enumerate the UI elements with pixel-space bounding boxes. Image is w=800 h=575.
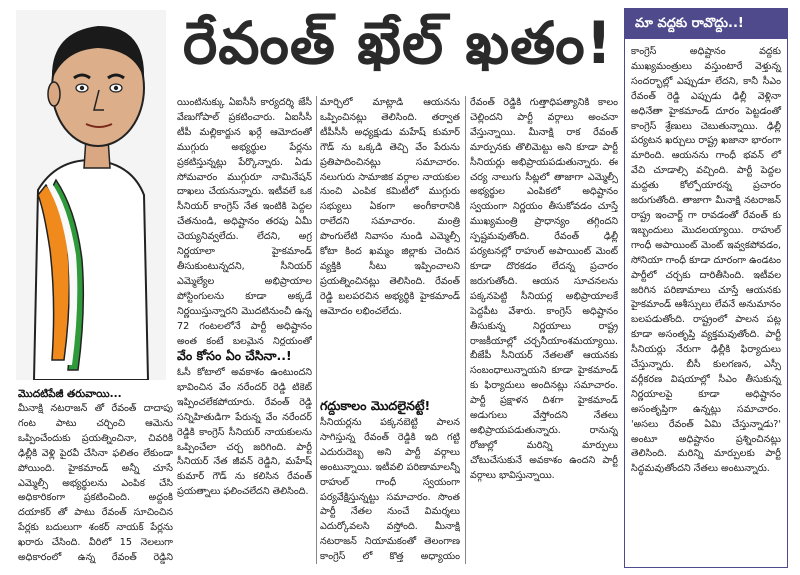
article-paragraph: సీనియర్లను పక్కనబెట్టి పాలన సాగిస్తున్న రేవంత్ రెడ్డికి ఇది గట్టి ఎదురుదెబ్బ అని పార్టీ వర్గాలు అంటున్నాయి. ఇటీవలి పరిణామాలన్నీ రాహుల్ గాంధీ స్వయంగా పర్యవేక్షిస్తున్నట్టు సమాచారం. సొంత పార్టీ నేతల నుంచే విమర్శలు ఎదుర్కోవలసి వస్తోంది. మీనాక్షి నటరాజన్ నియామకంతో తెలంగాణ కాంగ్రెస్ లో కొత్త అధ్యాయం [320,417,460,563]
sidebar-title: మా వద్దకు రావొద్దు..! [625,9,787,39]
subheading-countdown: గద్దుకాలం మొదలైనట్టే! [320,398,431,413]
article-paragraph: మీనాక్షి నటరాజన్ తో రేవంత్ దాదాపు గంట పాటు చర్చించి ఆమెను ఒప్పించేందుకు ప్రయత్నించినా, చివరికి ఢిల్లీకి వెళ్లి పైరవీ చేసినా ఫలితం లేకుండా పోయింది. హైకమాండ్ అన్నీ చూసే ఎమ్మెల్సీ అభ్యర్థులను ఎంపిక చేసి అధికారికంగా ప్రకటించింది. అద్దంకి దయాకర్ తో పాటు రేవంత్ సూచించిన పేర్లకు బదులుగా శంకర్ నాయక్ పేర్లను ఖరారు చేసింది. వీరిలో 15 నెలలుగా అధికారంలో ఉన్న రేవంత్ రెడ్డిని [18,403,173,564]
headline: రేవంత్ ఖేల్ ఖతం! [182,8,614,77]
caption-continued: మొదటిపేజీ తరువాయి... [18,388,122,400]
article-column-1 [177,96,312,564]
article-paragraph: ఓసీ కోటాలో అవకాశం ఉంటుందని భావించిన వేం నరేందర్ రెడ్డి టికెట్ ఇప్పించలేకపోయారు. రేవంత్ రెడ్డి సన్నిహితుడిగా పేరున్న వేం నరేందర్ రెడ్డికి కాంగ్రెస్ సీనియర్ నాయకులను ఒప్పించేలా చర్చ జరిగింది. పార్టీ సీనియర్ నేత జీవన్ రెడ్డిని, మహేష్ కుమార్ గౌడ్ ను కలిసిన రేవంత్ ప్రయత్నాలు ఫలించలేదని తెలిసింది. [177,367,312,498]
caricature-illustration [16,10,166,380]
sidebar-text: కాంగ్రెస్ అధిష్టానం వద్దకు ముఖ్యమంత్రులు వస్తుంటారే వెళ్తున్న సందర్భాల్లో ఎప్పుడూ లేదని, కానీ సీఎం రేవంత్ రెడ్డి ఎప్పుడు ఢిల్లీ వెళ్లినా అధినేతా హైకమాండ్ దూరం పెట్టడంతో కాంగ్రెస్ శ్రేణులు చెబుతున్నాయి. ఢిల్లీ పర్యటన ఖర్చులు రాష్ట్ర ఖజానా భారంగా మారింది. ఆయనను గాంధీ భవన్ లో వేచి చూడాల్సి వచ్చింది. పార్టీ పెద్దల మద్దతు కోల్పోయారన్న ప్రచారం జరుగుతోంది. తాజాగా మీనాక్షి నటరాజన్ రాష్ట్ర ఇంచార్జ్ గా రావడంతో రేవంత్ కు ఇబ్బందులు మొదలయ్యాయి. రాహుల్ గాంధీ అపాయింట్ మెంట్ ఇవ్వకపోవడం, సోనియా గాంధీ కూడా దూరంగా ఉండటం పార్టీలో చర్చకు దారితీసింది. ఇటీవల జరిగిన పరిణామాలు చూస్తే ఆయనకు హైకమాండ్ ఆశీస్సులు లేవనే అనుమానం బలపడుతోంది. రాష్ట్రంలో పాలన పట్ల కూడా అసంతృప్తి వ్యక్తమవుతోంది. పార్టీ సీనియర్లు నేరుగా ఢిల్లీకి ఫిర్యాదులు చేస్తున్నారు. బీసీ కులగణన, ఎస్సీ వర్గీకరణ విషయాల్లో సీఎం తీసుకున్న నిర్ణయాలపై కూడా అధిష్టానం అసంతృప్తిగా ఉన్నట్లు సమాచారం. 'అసలు రేవంత్ ఏమి చేస్తున్నాడు?' అంటూ అధిష్టానం ప్రశ్నించినట్లు తెలిసింది. మరిన్ని మార్పులకు పార్టీ సిద్ధమవుతోందని నేతలు అంటున్నారు. [631,46,781,475]
column-divider [465,96,466,564]
article-paragraph: మార్చిలో మాట్లాడి ఆయనను ఒప్పించినట్లు తెలిసింది. తర్వాత టీపీసీసీ అధ్యక్షుడు మహేష్ కుమార్ గౌడ్ ను ఒక్కడి తెచ్చి వేం పేరును ప్రతిపాదించినట్లు సమాచారం. నలుగురు సామాజిక వర్గాల నాయకుల నుంచి ఎంపిక కమిటీలో ముగ్గురు సభ్యులు ఏకంగా అంగీకారానికి రాలేదని సమాచారం. మంత్రి పొంగులేటి నివాసం నుండి ఎమ్మెల్సీ కోటా కింద ఖమ్మం జిల్లాకు చెందిన వ్యక్తికి సీటు ఇప్పించాలని ప్రయత్నించినట్లు తెలిసింది. రేవంత్ రెడ్డి బలపరచిన అభ్యర్థికి హైకమాండ్ ఆమోదం లభించలేదు. [320,97,460,317]
subheading-vem: వేం కోసం ఏం చేసినా..! [177,348,292,363]
article-column-lower-left [18,386,173,566]
revanth-caricature-graphic [16,10,166,380]
sidebar-box [624,8,788,568]
article-paragraph: యింటినుక్కు ఏఐసీసీ కార్యదర్శి జేసీ వేణుగోపాల్ ప్రకటించారు. ఏఐసీసీ టీపీ మల్లికార్జున ఖర్గే ఆమోదంతో ముగ్గురు అభ్యర్థుల పేర్లను ప్రకటిస్తున్నట్లు పేర్కొన్నారు. ఏడు సోమవారం ముగ్గురూ నామినేషన్ దాఖలు చేయనున్నారు. ఇటీవలే ఒక సీనియర్ కాంగ్రెస్ నేత ఇంటికి పెద్దల చేతనుండి, అధిష్టానం తరపు ఏమీ చెయ్యనివ్వలేదు. లేదని, అగ్ర నిర్ణయాలా హైకమాండ్ తీసుకుంటున్నదని, సీనియర్ ఎమ్మెల్యేల అభిప్రాయాల పోస్టింగులను కూడా అక్కడే నిర్ణయిస్తున్నారని మొదటినుంచీ ఉన్న 72 గంటలలోనే పార్టీ అధిష్టానం అంత కంటే బలమైన నిర్ణయంతో [177,97,312,346]
column-divider [316,96,317,564]
article-column-2 [320,96,460,564]
article-paragraph: రేవంత్ రెడ్డికి గుత్తాధిపత్యానికి కాలం చెల్లిందని పార్టీ వర్గాలు అంచనా వేస్తున్నాయి. మీనాక్షి రాక రేవంత్ మార్పునకు తొలిమెట్టు అని కూడా పార్టీ సీనియర్లు అభిప్రాయపడుతున్నారు. ఈ చర్య నాలుగు సీట్లలో తాజాగా ఎమ్మెల్సీ అభ్యర్థుల ఎంపికలో అధిష్టానం స్వయంగా నిర్ణయం తీసుకోవడం చూస్తే ముఖ్యమంత్రి ప్రాధాన్యం తగ్గిందని స్పష్టమవుతోంది. రేవంత్ ఢిల్లీ పర్యటనల్లో రాహుల్ అపాయింట్ మెంట్ కూడా దొరకడం లేదన్న ప్రచారం జరుగుతోంది. ఆయన సూచనలను పక్కనపెట్టి సీనియర్ల అభిప్రాయాలకే పెద్దపీట వేశారు. కాంగ్రెస్ అధిష్టానం తీసుకున్న నిర్ణయాలు రాష్ట్ర రాజకీయాల్లో చర్చనీయాంశమయ్యాయి. బీజేపీ సీనియర్ నేతలతో ఆయనకు సంబంధాలున్నాయని కూడా హైకమాండ్ కు ఫిర్యాదులు అందినట్లు సమాచారం. పార్టీ ప్రక్షాళన దిశగా హైకమాండ్ అడుగులు వేస్తోందని నేతలు అభిప్రాయపడుతున్నారు. రానున్న రోజుల్లో మరిన్ని మార్పులు చోటుచేసుకునే అవకాశం ఉందని పార్టీ వర్గాలు భావిస్తున్నాయి. [470,97,618,481]
article-column-3 [470,96,618,564]
